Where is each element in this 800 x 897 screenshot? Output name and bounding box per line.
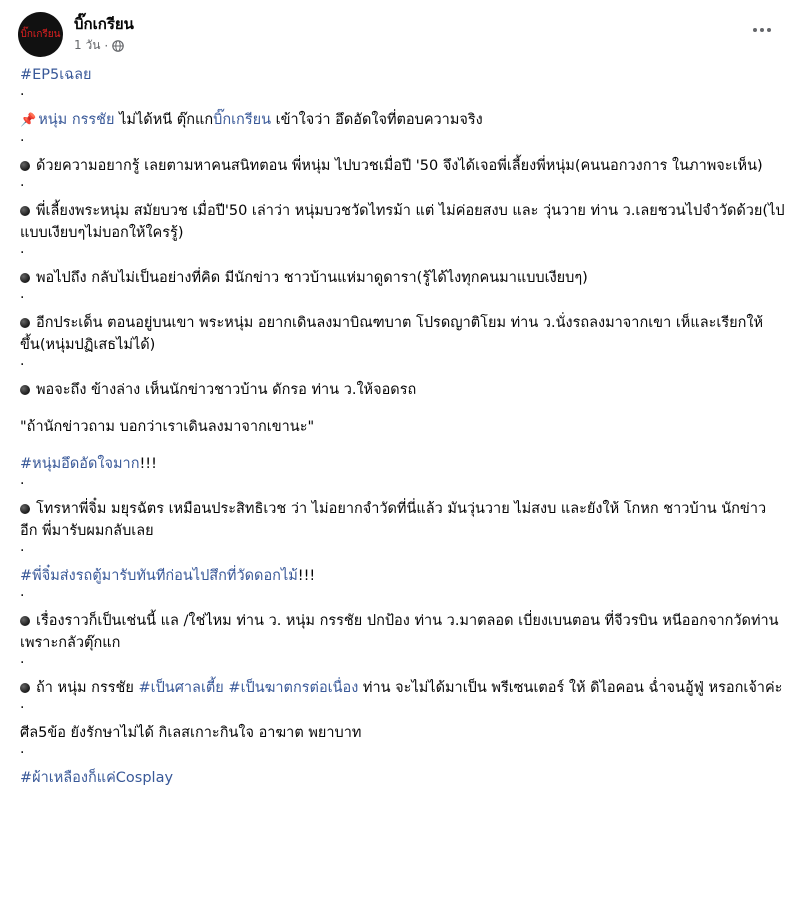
paragraph-13: ศีล5ข้อ ยังรักษาไม่ได้ กิเลสเกาะกินใจ อาฆาต พยาบาท [20,725,362,741]
post-body [20,64,785,789]
tag-hnum-kanchai[interactable]: หนุ่ม กรรชัย [38,112,115,128]
paragraph-12: ถ้า หนุ่ม กรรชัย #เป็นศาลเตี้ย #เป็นฆาตกรต่อเนื่อง ท่าน จะไม่ได้มาเป็น พรีเซนเตอร์ ให้ ดิไอคอน ฉ่ำจนอู้ฟู่ หรอกเจ้าค่ะ [20,677,785,699]
tag-big-krian[interactable]: บิ๊กเกรียน [213,112,272,128]
post-header [18,12,780,58]
globe-icon [112,40,124,52]
black-circle-icon [20,616,30,626]
paragraph-2: ด้วยความอยากรู้ เลยตามหาคนสนิทตอน พี่หนุ่ม ไปบวชเมื่อปี '50 จึงได้เจอพี่เลี้ยงพี่หนุ่ม(คนนอกวงการ ในภาพจะเห็น) [20,155,785,177]
black-circle-icon [20,273,30,283]
dot-separator: . [20,696,25,712]
black-circle-icon [20,318,30,328]
paragraph-1: 📌 หนุ่ม กรรชัย ไม่ได้หนี ตุ๊กแกบิ๊กเกรียน เข้าใจว่า อึดอัดใจที่ตอบความจริง [20,112,483,128]
dot-separator: . [20,83,25,99]
paragraph-11: เรื่องราวก็เป็นเช่นนี้ แล /ใช่ไหม ท่าน ว. หนุ่ม กรรชัย ปกป้อง ท่าน ว.มาตลอด เบี่ยงเบนตอน ที่จีวรบิน หนีออกจากวัดท่าน เพราะกลัวตุ๊กแก [20,613,779,651]
paragraph-8: #หนุ่มอึดอัดใจมาก!!! [20,456,157,472]
black-circle-icon [20,206,30,216]
dot-separator: . [20,241,25,257]
post-time[interactable]: 1 วัน [74,38,101,52]
avatar-label: บิ๊กเกรียน [20,29,61,40]
hashtag-saan-tia[interactable]: #เป็นศาลเตี้ย [138,680,224,696]
black-circle-icon [20,385,30,395]
paragraph-5: อีกประเด็น ตอนอยู่บนเขา พระหนุ่ม อยากเดินลงมาบิณฑบาต โปรดญาติโยม ท่าน ว.นั่งรถลงมาจากเขา เห็และเรียกให้ขึ้น(หนุ่มปฏิเสธไม่ได้) [20,315,764,353]
meta-separator: · [104,38,109,53]
dot-separator: . [20,353,25,369]
more-options-icon[interactable] [748,18,776,42]
dot-separator: . [20,651,25,667]
hashtag-cosplay[interactable]: #ผ้าเหลืองก็แค่Cosplay [20,770,174,786]
paragraph-3: พี่เลี้ยงพระหนุ่ม สมัยบวช เมื่อปี'50 เล่าว่า หนุ่มบวชวัดไทรม้า แต่ ไม่ค่อยสงบ และ วุ่นวาย ท่าน ว.เลยชวนไปจำวัดด้วย(ไปแบบเงียบๆไม่บอกให้ใครรู้) [20,203,785,241]
black-circle-icon [20,161,30,171]
paragraph-9: โทรหาพี่จิ๋ม มยุรฉัตร เหมือนประสิทธิเวช ว่า ไม่อยากจำวัดที่นี่แล้ว มันวุ่นวาย ไม่สงบ และยังให้ โกหก ชาวบ้าน นักข่าว อีก พี่มารับผมกลับเลย [20,501,767,539]
black-circle-icon [20,504,30,514]
paragraph-6: พอจะถึง ข้างล่าง เห็นนักข่าวชาวบ้าน ดักรอ ท่าน ว.ให้จอดรถ [20,379,785,401]
dot-separator: . [20,129,25,145]
paragraph-7-quote: "ถ้านักข่าวถาม บอกว่าเราเดินลงมาจากเขานะ" [20,419,315,435]
dot-separator: . [20,539,25,555]
black-circle-icon [20,683,30,693]
pushpin-icon: 📌 [20,113,37,128]
dot-separator: . [20,472,25,488]
post-meta [74,36,124,55]
hashtag-pijim[interactable]: #พี่จิ๋มส่งรถตู้มารับทันทีก่อนไปสึกที่วัดดอกไม้ [20,568,298,584]
paragraph-4: พอไปถึง กลับไม่เป็นอย่างที่คิด มีนักข่าว ชาวบ้านแห่มาดูดารา(รู้ได้ไงทุกคนมาแบบเงียบๆ) [20,267,785,289]
avatar[interactable] [18,12,63,57]
author-name[interactable]: บิ๊กเกรียน [74,15,134,33]
dot-separator: . [20,174,25,190]
dot-separator: . [20,741,25,757]
dot-separator: . [20,584,25,600]
hashtag-ep5[interactable]: #EP5เฉลย [20,67,92,83]
paragraph-10: #พี่จิ๋มส่งรถตู้มารับทันทีก่อนไปสึกที่วัดดอกไม้!!! [20,568,316,584]
dot-separator: . [20,286,25,302]
hashtag-khatakon[interactable]: #เป็นฆาตกรต่อเนื่อง [228,680,359,696]
hashtag-hnum-uedat[interactable]: #หนุ่มอึดอัดใจมาก [20,456,140,472]
